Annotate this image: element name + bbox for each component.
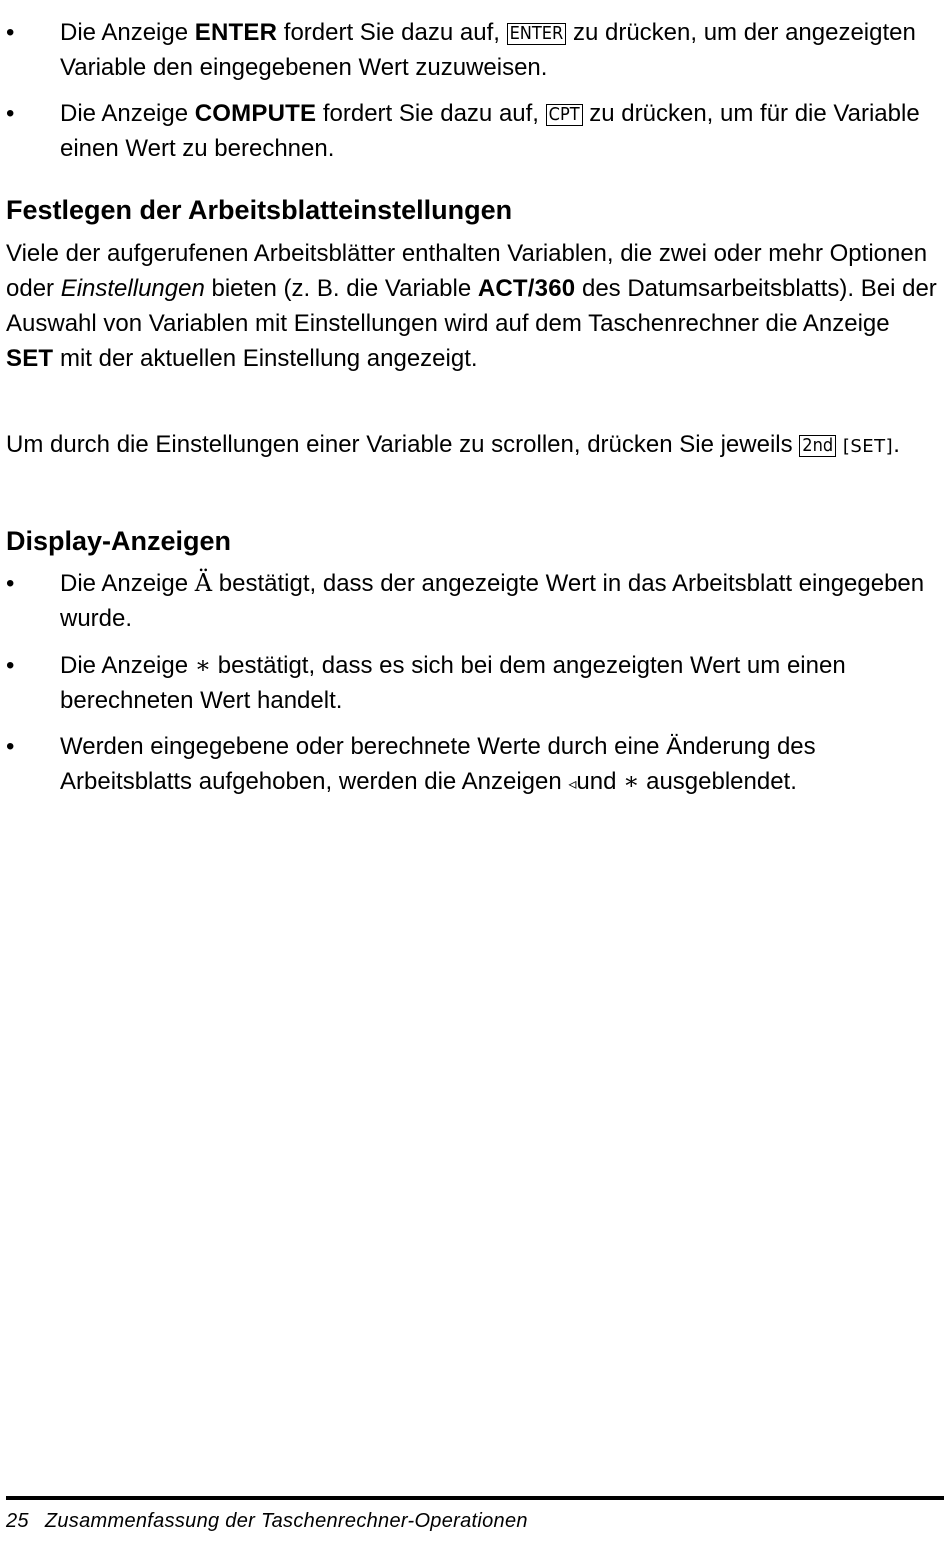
emphasis-text: Einstellungen [60, 275, 205, 302]
bullet-mark: • [6, 100, 15, 127]
bullet-enter-indicator [6, 15, 926, 85]
bullet-computed-indicator [6, 648, 926, 718]
text-span: mit der aktuellen Einstellung angezeigt. [53, 345, 478, 372]
text-span: bestätigt, dass es sich bei dem angezeigten Wert um einen berechneten Wert handelt. [60, 652, 846, 714]
footer-rule [6, 1496, 944, 1500]
triangle-symbol-icon: ◃ [568, 774, 577, 793]
bullet-mark: • [6, 570, 15, 597]
bullet-text [60, 96, 926, 166]
text-span: des Datumsarbeitsblatts). Bei der Auswahl von Variablen mit Einstellungen wird auf dem Taschenrechner die Anzeige [6, 275, 937, 337]
bullet-compute-indicator [6, 96, 926, 166]
chapter-title: Zusammenfassung der Taschenrechner-Operationen [44, 1510, 528, 1532]
cpt-key: CPT [546, 104, 583, 126]
section-heading-settings: Festlegen der Arbeitsblatteinstellungen [6, 195, 513, 225]
act360-indicator: ACT/360 [477, 275, 576, 302]
text-span: bestätigt, dass der angezeigte Wert in das Arbeitsblatt eingegeben wurde. [60, 570, 925, 632]
text-span: Werden eingegebene oder berechnete Werte durch eine Änderung des Arbeitsblatts aufgehoben, werden die Anzeigen [60, 733, 816, 795]
text-span: Die Anzeige [60, 100, 195, 127]
text-span: fordert Sie dazu auf, [277, 19, 507, 46]
bullet-text [60, 729, 926, 801]
second-key: 2nd [799, 435, 836, 457]
bullet-cleared-indicators [6, 729, 926, 801]
bullet-text [60, 15, 926, 85]
text-span: ausgeblendet. [639, 768, 797, 795]
asterisk-symbol-icon: ∗ [623, 767, 640, 795]
compute-indicator: COMPUTE [194, 100, 317, 127]
set-indicator: SET [6, 345, 54, 372]
set-key-label: SET [850, 436, 886, 457]
text-span: Viele der aufgerufenen Arbeitsblätter enthalten Variablen, die zwei oder mehr Optionen oder [6, 240, 928, 302]
settings-paragraph-1 [6, 236, 941, 376]
bullet-entered-indicator [6, 566, 926, 636]
page-number: 25 [6, 1510, 29, 1532]
bullet-mark: • [6, 652, 15, 679]
text-span: und [576, 768, 624, 795]
set-key: [SET] [842, 436, 894, 457]
text-span: Die Anzeige [60, 19, 195, 46]
text-span: Die Anzeige [60, 652, 195, 679]
text-span: bieten (z. B. die Variable [204, 275, 478, 302]
settings-paragraph-2 [6, 427, 941, 464]
entered-symbol-icon: Ä [194, 569, 213, 597]
page-footer [6, 1510, 528, 1533]
enter-indicator: ENTER [194, 19, 278, 46]
bullet-mark: • [6, 733, 15, 760]
text-span: zu drücken, um der angezeigten Variable den eingegebenen Wert zuzuweisen. [60, 19, 916, 81]
text-span: . [893, 431, 900, 458]
asterisk-symbol-icon: ∗ [194, 651, 212, 679]
text-span: Die Anzeige [60, 570, 195, 597]
bullet-text [60, 648, 926, 718]
section-heading-display: Display-Anzeigen [6, 526, 232, 556]
text-span: Um durch die Einstellungen einer Variable zu scrollen, drücken Sie jeweils [6, 431, 800, 458]
bullet-mark: • [6, 19, 15, 46]
text-span: fordert Sie dazu auf, [316, 100, 546, 127]
bullet-text [60, 566, 926, 636]
text-span: zu drücken, um für die Variable einen Wert zu berechnen. [60, 100, 920, 162]
enter-key: ENTER [507, 23, 567, 45]
